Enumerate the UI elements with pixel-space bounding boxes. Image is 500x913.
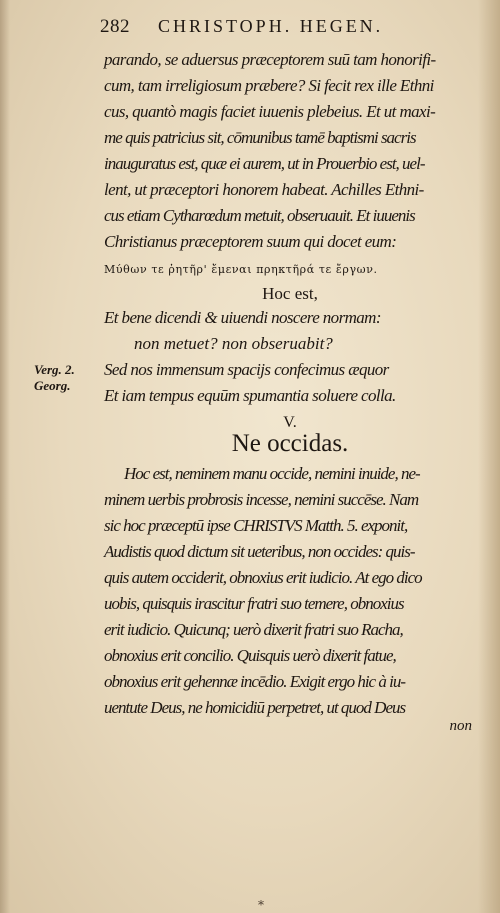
text-line: inauguratus est, quæ ei aurem, ut in Prouerbio est, uel-	[104, 154, 425, 173]
text-line: minem uerbis probrosis incesse, nemini succēse. Nam	[104, 490, 419, 509]
catchword: non	[449, 718, 472, 734]
text-line: obnoxius erit concilio. Quisquis uerò dixerit fatue,	[104, 646, 396, 665]
text-line: me quis patricius sit, cōmunibus tamē baptismi sacris	[104, 128, 416, 147]
page-header	[100, 14, 480, 40]
text-line: cum, tam irreligiosum præbere? Si fecit rex ille Ethni	[104, 76, 434, 95]
verse-line: Et bene dicendi & uiuendi noscere normam:	[104, 308, 381, 327]
text-line: cus etiam Cytharœdum metuit, obseruauit. Et iuuenis	[104, 206, 415, 225]
verse-line: Sed nos immensum spacijs confecimus æquor	[104, 360, 389, 379]
text-line: cus, quantò magis faciet iuuenis plebeius. Et ut maxi-	[104, 102, 436, 121]
margin-note-line: Verg. 2.	[34, 362, 75, 377]
text-line: Hoc est, neminem manu occide, nemini inuide, ne-	[124, 464, 420, 483]
section-title: Ne occidas.	[231, 430, 349, 457]
running-head: CHRISTOPH. HEGEN.	[158, 16, 384, 36]
page-number: 282	[100, 16, 130, 37]
margin-note-line: Georg.	[34, 378, 71, 393]
section-number: V.	[283, 414, 297, 431]
greek-quotation: Μύθων τε ῥητῆρ' ἔμεναι πρηκτῆρά τε ἔργων.	[104, 263, 378, 276]
page-edge-shadow	[478, 0, 500, 913]
text-line: quis autem occiderit, obnoxius erit iudicio. At ego dico	[104, 568, 422, 587]
verse-line: non metuet? non obseruabit?	[134, 334, 333, 353]
text-line: Christianus præceptorem suum qui docet eum:	[104, 232, 397, 251]
text-line: uentute Deus, ne homicidiū perpetret, ut quod Deus	[104, 698, 406, 717]
text-line: lent, ut præceptori honorem habeat. Achilles Ethni-	[104, 180, 424, 199]
page-gutter-shadow	[0, 0, 10, 913]
text-line: Audistis quod dictum sit ueteribus, non occides: quis-	[104, 542, 415, 561]
text-line: obnoxius erit gehennæ incēdio. Exigit ergo hic à iu-	[104, 672, 405, 691]
verse-line: Et iam tempus equūm spumantia soluere colla.	[104, 386, 396, 405]
text-line: uobis, quisquis irascitur fratri suo temere, obnoxius	[104, 594, 404, 613]
signature-mark: *	[258, 898, 264, 912]
text-line-hoc-est: Hoc est,	[262, 284, 318, 303]
text-line: sic hoc præceptū ipse CHRISTVS Matth. 5. exponit,	[104, 516, 408, 535]
text-line: erit iudicio. Quicunq; uerò dixerit fratri suo Racha,	[104, 620, 403, 639]
text-line: parando, se aduersus præceptorem suū tam honorifi-	[104, 50, 436, 69]
